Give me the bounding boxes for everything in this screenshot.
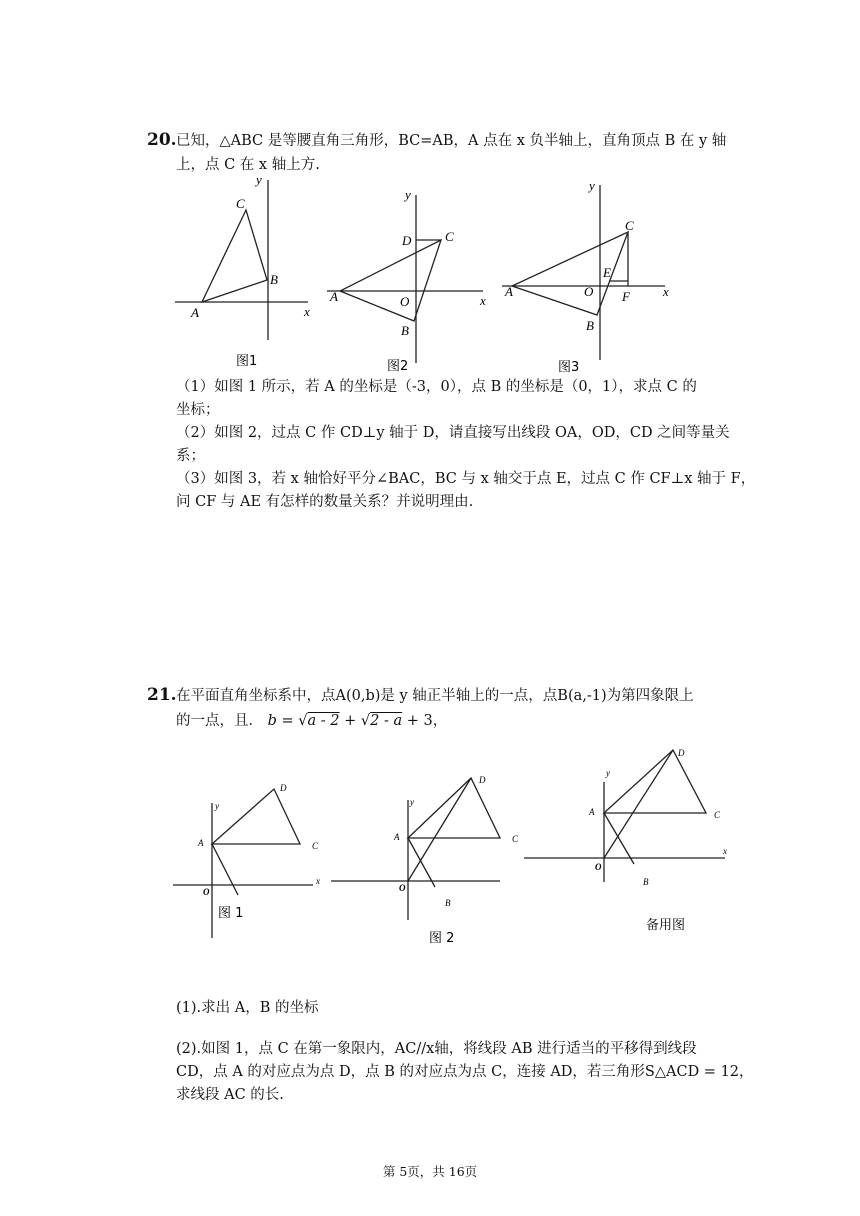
point-c-label: C: [625, 218, 634, 233]
question-20-number: 20.: [147, 130, 177, 150]
figure-1-caption: 图1: [236, 354, 258, 369]
q20-part3-line1: （3）如图 3，若 x 轴恰好平分∠BAC，BC 与 x 轴交于点 E，过点 C 作 CF⊥x 轴于 F，: [176, 471, 756, 487]
point-b-label: B: [586, 318, 594, 333]
figure-1-caption: 图 1: [218, 906, 244, 921]
point-a-label: A: [191, 305, 199, 320]
q21-part2-line1: (2).如图 1，点 C 在第一象限内，AC//x轴，将线段 AB 进行适当的平移得到线段: [176, 1041, 697, 1057]
x-axis-label: x: [316, 876, 320, 886]
point-a-label: A: [505, 284, 513, 299]
point-e-label: E: [603, 265, 611, 280]
q21-backup-figure: [520, 742, 735, 942]
figure-2-caption: 图2: [387, 359, 409, 374]
q21-figure-1: [170, 778, 330, 953]
point-a-label: A: [589, 807, 595, 817]
backup-figure-caption: 备用图: [646, 918, 686, 933]
question-20-stem-line2: 上，点 C 在 x 轴上方.: [176, 157, 320, 173]
segment-ab: [212, 844, 238, 895]
q21-part2-line3: 求线段 AC 的长.: [176, 1087, 284, 1103]
x-axis-label: x: [480, 293, 486, 308]
x-axis-label: x: [723, 846, 727, 856]
q20-figure-1: [170, 170, 320, 375]
segment-ab: [604, 813, 634, 864]
x-axis-label: x: [663, 284, 669, 299]
point-b-label: B: [401, 323, 409, 338]
origin-label: O: [584, 284, 594, 299]
point-c-label: C: [445, 229, 454, 244]
point-a-label: A: [330, 289, 338, 304]
point-b-label: B: [270, 272, 278, 287]
point-a-label: A: [394, 832, 400, 842]
q21-figure-2: [328, 770, 528, 950]
point-f-label: F: [622, 289, 630, 304]
q20-part1-line1: （1）如图 1 所示，若 A 的坐标是（-3，0），点 B 的坐标是（0，1），求点 C 的: [176, 379, 697, 395]
q20-part2-line1: （2）如图 2，过点 C 作 CD⊥y 轴于 D，请直接写出线段 OA，OD，CD 之间等量关: [176, 425, 730, 441]
figure-2-caption: 图 2: [429, 931, 455, 946]
point-d-label: D: [402, 233, 412, 248]
point-c-label: C: [312, 841, 319, 851]
y-axis-label: y: [606, 768, 610, 778]
point-d-label: D: [678, 748, 685, 758]
point-c-label: C: [512, 834, 519, 844]
formula: b = √a - 2 + √2 - a + 3，: [267, 713, 448, 729]
q20-figure-3: [497, 170, 682, 375]
question-21-stem-line1: 在平面直角坐标系中，点A(0,b)是 y 轴正半轴上的一点，点B(a,-1)为第四象限上: [176, 688, 694, 704]
q20-part3-line2: 问 CF 与 AE 有怎样的数量关系？并说明理由.: [176, 494, 474, 510]
y-axis-label: y: [405, 187, 411, 202]
question-21-number: 21.: [147, 685, 177, 705]
stem-line2-prefix: 的一点，且．: [176, 713, 263, 729]
y-axis-label: y: [256, 172, 262, 187]
y-axis-label: y: [589, 178, 595, 193]
segment-ab: [408, 838, 435, 887]
triangle-acd: [604, 750, 706, 813]
q20-figure-2: [325, 183, 495, 375]
origin-label: O: [400, 294, 410, 309]
q21-part2-line2: CD，点 A 的对应点为点 D，点 B 的对应点为点 C，连接 AD，若三角形S△ACD = 12，: [176, 1064, 754, 1080]
y-axis-label: y: [410, 797, 414, 807]
question-21-stem-line2: [176, 710, 447, 732]
point-b-label: B: [445, 898, 451, 908]
point-c-label: C: [236, 196, 245, 211]
y-axis-label: y: [215, 801, 219, 811]
triangle-acd: [408, 778, 500, 838]
figure-3-caption: 图3: [558, 360, 580, 375]
point-d-label: D: [479, 775, 486, 785]
x-axis-label: x: [304, 304, 310, 319]
triangle-abc: [340, 240, 441, 321]
origin-label: O: [595, 862, 602, 872]
point-c-label: C: [714, 810, 721, 820]
page-footer: 第 5页，共 16页: [382, 1164, 478, 1179]
triangle-acd: [212, 789, 300, 844]
point-d-label: D: [280, 783, 287, 793]
origin-label: O: [203, 887, 210, 897]
q20-part2-line2: 系；: [176, 448, 205, 464]
triangle-abc: [202, 210, 267, 302]
q20-part1-line2: 坐标；: [176, 402, 220, 418]
q21-part1: (1).求出 A，B 的坐标: [176, 1000, 319, 1016]
question-20-stem-line1: 已知，△ABC 是等腰直角三角形，BC=AB，A 点在 x 负半轴上，直角顶点 B 在 y 轴: [176, 133, 727, 149]
point-b-label: B: [643, 877, 649, 887]
point-a-label: A: [198, 838, 204, 848]
origin-label: O: [399, 883, 406, 893]
